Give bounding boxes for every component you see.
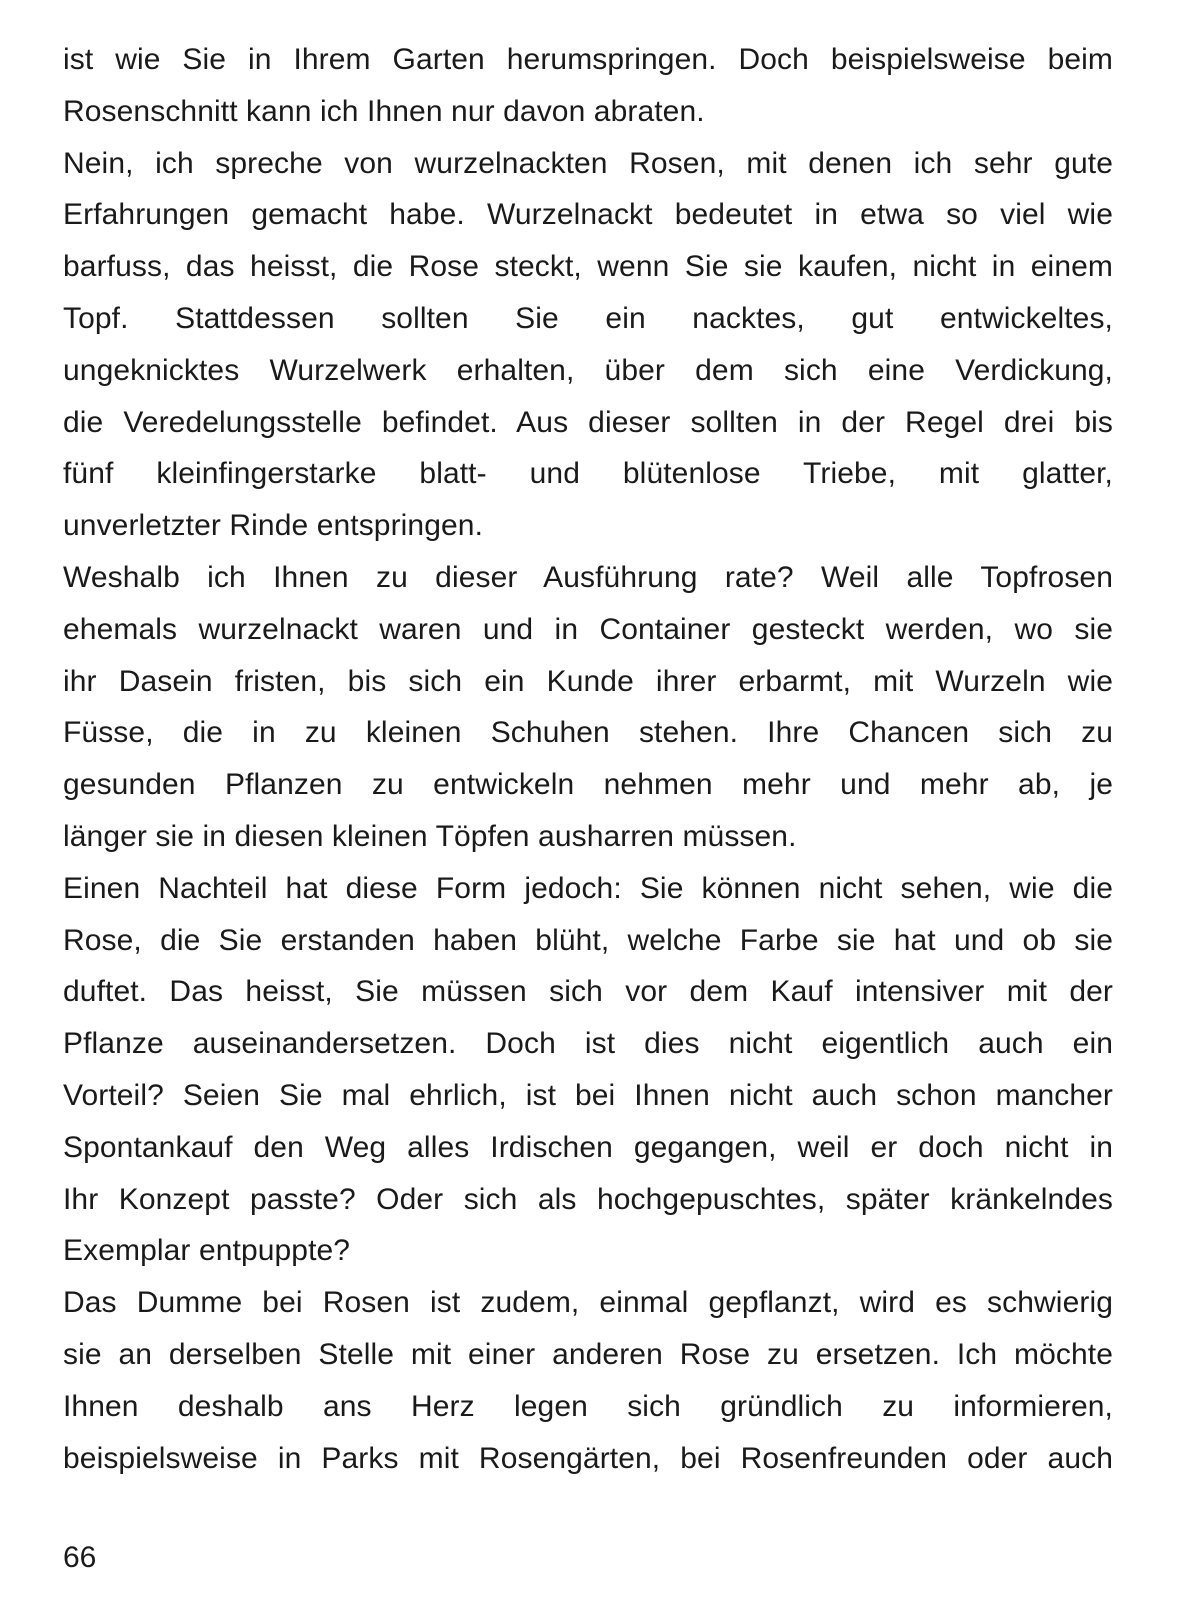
text-line: Einen Nachteil hat diese Form jedoch: Sie können nicht sehen, wie die (63, 871, 1113, 905)
text-line: länger sie in diesen kleinen Töpfen ausharren müssen. (63, 819, 797, 853)
text-line: ehemals wurzelnackt waren und in Container gesteckt werden, wo sie (63, 612, 1113, 646)
text-line: barfuss, das heisst, die Rose steckt, wenn Sie sie kaufen, nicht in einem (63, 250, 1113, 284)
page-number: 66 (63, 1541, 97, 1574)
text-line: Erfahrungen gemacht habe. Wurzelnackt bedeutet in etwa so viel wie (63, 198, 1113, 232)
text-line: fünf kleinfingerstarke blatt- und blütenlose Triebe, mit glatter, (63, 457, 1113, 491)
text-line: Das Dumme bei Rosen ist zudem, einmal gepflanzt, wird es schwierig (63, 1286, 1113, 1320)
text-line: Ihr Konzept passte? Oder sich als hochgepuschtes, später kränkelndes (63, 1182, 1113, 1216)
text-line: die Veredelungsstelle befindet. Aus dieser sollten in der Regel drei bis (63, 405, 1113, 439)
text-line: Rose, die Sie erstanden haben blüht, welche Farbe sie hat und ob sie (63, 923, 1113, 957)
body-text (63, 34, 1113, 1484)
text-line: Topf. Stattdessen sollten Sie ein nacktes, gut entwickeltes, (63, 301, 1113, 335)
text-line: ihr Dasein fristen, bis sich ein Kunde ihrer erbarmt, mit Wurzeln wie (63, 664, 1113, 698)
text-line: ungeknicktes Wurzelwerk erhalten, über dem sich eine Verdickung, (63, 353, 1113, 387)
text-line: Pflanze auseinandersetzen. Doch ist dies nicht eigentlich auch ein (63, 1027, 1113, 1061)
text-line: Nein, ich spreche von wurzelnackten Rosen, mit denen ich sehr gute (63, 146, 1113, 180)
text-line: Vorteil? Seien Sie mal ehrlich, ist bei Ihnen nicht auch schon mancher (63, 1078, 1113, 1112)
text-line: duftet. Das heisst, Sie müssen sich vor dem Kauf intensiver mit der (63, 975, 1113, 1009)
text-line: unverletzter Rinde entspringen. (63, 509, 484, 543)
text-line: Ihnen deshalb ans Herz legen sich gründlich zu informieren, (63, 1389, 1113, 1423)
text-line: sie an derselben Stelle mit einer anderen Rose zu ersetzen. Ich möchte (63, 1337, 1113, 1371)
text-line: Füsse, die in zu kleinen Schuhen stehen. Ihre Chancen sich zu (63, 716, 1113, 750)
text-line: Spontankauf den Weg alles Irdischen gegangen, weil er doch nicht in (63, 1130, 1113, 1164)
text-line: Rosenschnitt kann ich Ihnen nur davon abraten. (63, 94, 705, 128)
text-line: gesunden Pflanzen zu entwickeln nehmen mehr und mehr ab, je (63, 768, 1113, 802)
text-line: Exemplar entpuppte? (63, 1234, 351, 1268)
text-line: ist wie Sie in Ihrem Garten herumspringen. Doch beispielsweise beim (63, 43, 1113, 76)
text-line: Weshalb ich Ihnen zu dieser Ausführung rate? Weil alle Topfrosen (63, 560, 1113, 594)
text-line: beispielsweise in Parks mit Rosengärten, bei Rosenfreunden oder auch (63, 1441, 1113, 1475)
